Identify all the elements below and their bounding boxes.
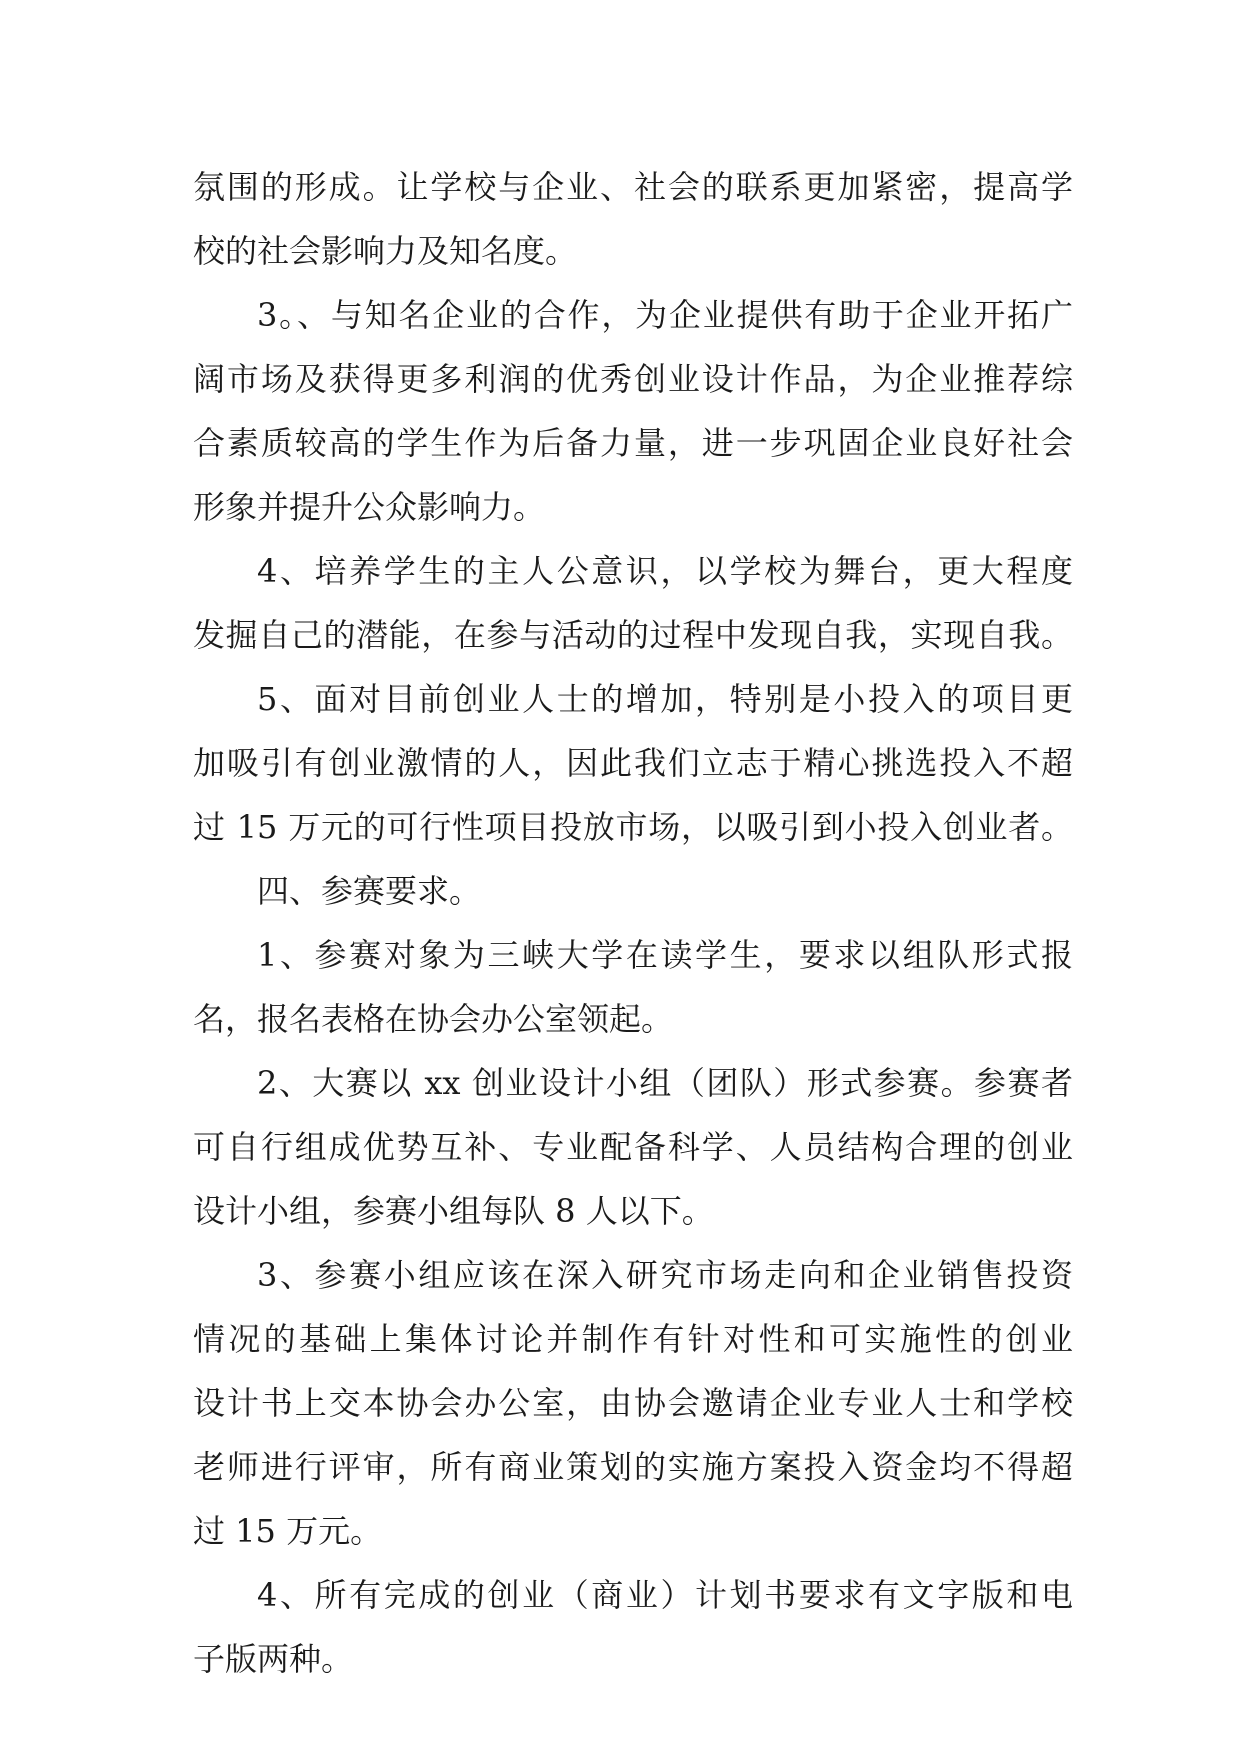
text-line: 形象并提升公众影响力。 [193, 488, 546, 526]
text-line: 情况的基础上集体讨论并制作有针对性和可实施性的创业 [193, 1320, 1073, 1358]
document-body [193, 155, 1073, 1691]
text-line: 4、所有完成的创业（商业）计划书要求有文字版和电 [257, 1576, 1073, 1614]
text-line: 2、大赛以 xx 创业设计小组（团队）形式参赛。参赛者 [257, 1064, 1073, 1102]
text-line: 子版两种。 [193, 1640, 354, 1678]
text-line: 氛围的形成。让学校与企业、社会的联系更加紧密，提高学 [193, 168, 1073, 206]
text-line: 老师进行评审，所有商业策划的实施方案投入资金均不得超 [193, 1448, 1073, 1486]
text-line: 发掘自己的潜能，在参与活动的过程中发现自我，实现自我。 [193, 616, 1073, 654]
text-line: 1、参赛对象为三峡大学在读学生，要求以组队形式报 [257, 936, 1073, 974]
text-line: 加吸引有创业激情的人，因此我们立志于精心挑选投入不超 [193, 744, 1073, 782]
section-heading: 四、参赛要求。 [257, 872, 482, 910]
text-line: 4、培养学生的主人公意识，以学校为舞台，更大程度 [257, 552, 1073, 590]
text-line: 名，报名表格在协会办公室领起。 [193, 1000, 674, 1038]
text-line: 过 15 万元。 [193, 1512, 383, 1550]
text-line: 可自行组成优势互补、专业配备科学、人员结构合理的创业 [193, 1128, 1073, 1166]
text-line: 过 15 万元的可行性项目投放市场，以吸引到小投入创业者。 [193, 808, 1073, 846]
text-line: 5、面对目前创业人士的增加，特别是小投入的项目更 [257, 680, 1073, 718]
text-line: 3。、与知名企业的合作，为企业提供有助于企业开拓广 [257, 296, 1073, 334]
text-line: 阔市场及获得更多利润的优秀创业设计作品，为企业推荐综 [193, 360, 1073, 398]
text-line: 合素质较高的学生作为后备力量，进一步巩固企业良好社会 [193, 424, 1073, 462]
text-line: 校的社会影响力及知名度。 [193, 232, 578, 270]
text-line: 设计书上交本协会办公室，由协会邀请企业专业人士和学校 [193, 1384, 1073, 1422]
text-line: 设计小组，参赛小组每队 8 人以下。 [193, 1192, 714, 1230]
text-line: 3、参赛小组应该在深入研究市场走向和企业销售投资 [257, 1256, 1073, 1294]
